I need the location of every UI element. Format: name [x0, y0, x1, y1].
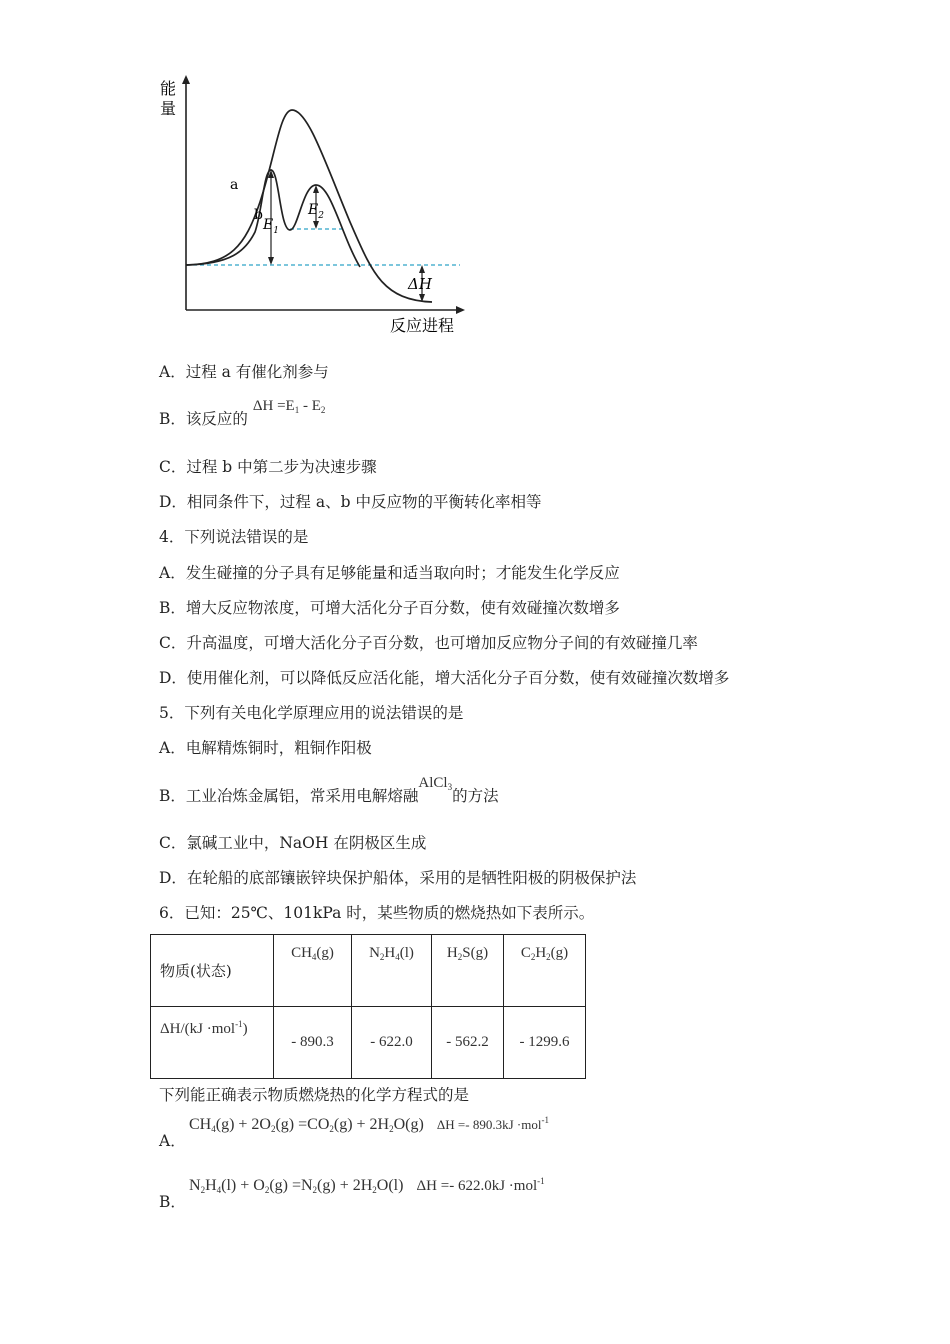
table-value-n2h4: - 622.0 [352, 1007, 432, 1079]
table-header-ch4: $CH_4(g)$ [274, 935, 352, 1007]
curve-b-label: b [254, 207, 263, 223]
table-value-row [151, 1007, 586, 1079]
dh-label: ΔH [408, 275, 432, 293]
q6-option-b-equation: $N_2H_4(l) + O_2(g) =N_2(g) + 2H_2O(l) \Delta H =- 622.0kJ \cdot mol^{-1}$ [189, 1176, 545, 1195]
q3-option-c: C．过程 b 中第二步为决速步骤 [159, 458, 377, 476]
q6-option-b-letter: B． [159, 1193, 186, 1211]
y-axis-label-2: 量 [160, 99, 177, 118]
x-axis-label: 反应进程 [390, 316, 455, 335]
q5-stem: 5．下列有关电化学原理应用的说法错误的是 [159, 704, 464, 722]
table-header-row [151, 935, 586, 1007]
q3-option-b-prefix: B．该反应的 [159, 410, 248, 428]
y-axis-label-1: 能 [160, 79, 177, 98]
energy-diagram [150, 72, 480, 342]
q5-option-b-suffix: 的方法 [452, 787, 499, 805]
e1-label: $E_1$ [263, 217, 279, 236]
q6-sub-stem: 下列能正确表示物质燃烧热的化学方程式的是 [159, 1086, 470, 1104]
e2-label: $E_2$ [308, 202, 324, 221]
combustion-heat-table [150, 934, 586, 1079]
q5-option-b-formula: AlCl$_3$ [418, 775, 453, 792]
q3-option-b [159, 398, 326, 434]
q6-option-a-letter: A． [159, 1132, 186, 1150]
q5-option-b [159, 775, 499, 811]
q4-stem: 4．下列说法错误的是 [159, 528, 309, 546]
q4-option-a: A．发生碰撞的分子具有足够能量和适当取向时；才能发生化学反应 [159, 564, 620, 582]
q6-stem: 6．已知：25℃、101kPa 时，某些物质的燃烧热如下表所示。 [159, 904, 595, 922]
q3-option-b-formula: $\Delta H =E_1 - E_2$ [252, 398, 326, 415]
e2-arrow-head-down [313, 221, 319, 229]
q5-option-a: A．电解精炼铜时，粗铜作阳极 [159, 739, 372, 757]
q3-option-d: D．相同条件下，过程 a、b 中反应物的平衡转化率相等 [159, 493, 542, 511]
y-axis-arrow [182, 75, 190, 84]
x-axis-arrow [456, 306, 465, 314]
table-value-c2h2: - 1299.6 [504, 1007, 586, 1079]
table-row2-label: ΔH/(kJ ·mol$^{-1}$) [151, 1007, 274, 1079]
q4-option-b: B．增大反应物浓度，可增大活化分子百分数，使有效碰撞次数增多 [159, 599, 620, 617]
table-value-h2s: - 562.2 [432, 1007, 504, 1079]
e1-arrow-head-down [268, 257, 274, 265]
table-header-n2h4: $N_2H_4(l)$ [352, 935, 432, 1007]
table-header-c2h2: $C_2H_2(g)$ [504, 935, 586, 1007]
table-value-ch4: - 890.3 [274, 1007, 352, 1079]
curve-a-label: a [230, 177, 239, 193]
q6-option-a-equation: $CH_4(g) + 2O_2(g) =CO_2(g) + 2H_2O(g) \Delta H =- 890.3kJ \cdot mol^{-1}$ [189, 1115, 549, 1134]
q5-option-b-prefix: B．工业冶炼金属铝，常采用电解熔融 [159, 787, 419, 805]
q4-option-c: C．升高温度，可增大活化分子百分数，也可增加反应物分子间的有效碰撞几率 [159, 634, 698, 652]
q5-option-c: C．氯碱工业中，NaOH 在阴极区生成 [159, 834, 427, 852]
dh-arrow-head-up [419, 265, 425, 273]
q4-option-d: D．使用催化剂，可以降低反应活化能，增大活化分子百分数，使有效碰撞次数增多 [159, 669, 730, 687]
table-header-h2s: $H_2S(g)$ [432, 935, 504, 1007]
q5-option-d: D．在轮船的底部镶嵌锌块保护船体，采用的是牺牲阳极的阴极保护法 [159, 869, 637, 887]
table-row1-label: 物质(状态) [151, 935, 274, 1007]
q3-option-a: A．过程 a 有催化剂参与 [159, 363, 329, 381]
